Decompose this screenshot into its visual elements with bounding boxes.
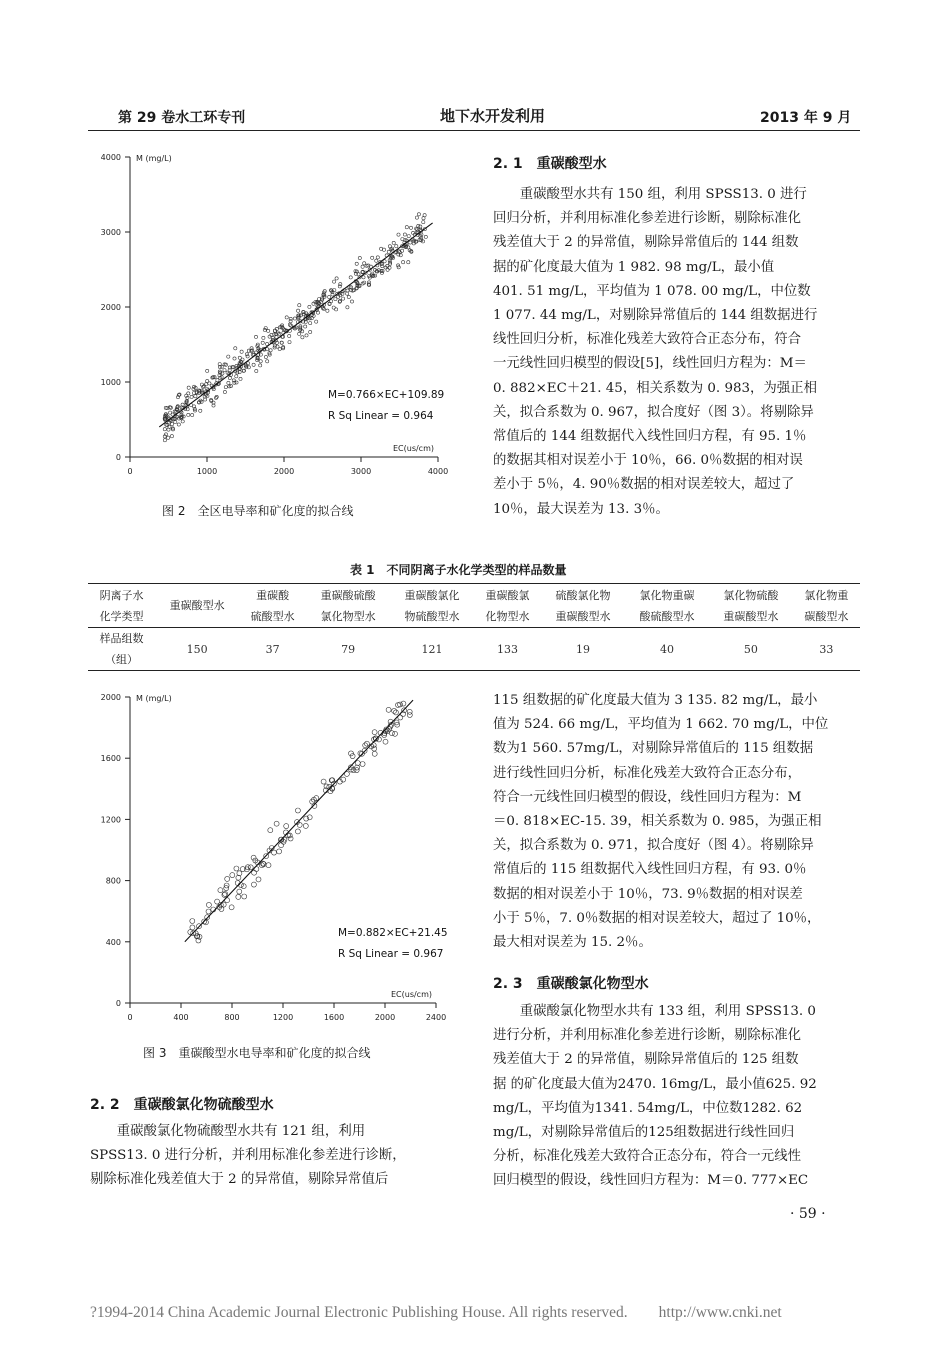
r-squared-label: R Sq Linear = 0.967 xyxy=(338,948,444,960)
figure-3-chart xyxy=(88,688,458,1033)
data-point xyxy=(346,289,349,292)
y-tick-label: 4000 xyxy=(100,153,121,162)
data-point xyxy=(218,888,223,893)
data-point xyxy=(335,308,338,311)
data-point xyxy=(255,369,258,372)
data-point xyxy=(361,265,364,268)
table-header-cell: 氯化物重碳 酸硫酸型水 xyxy=(639,588,695,623)
section-2-1-text xyxy=(493,183,860,522)
data-point xyxy=(403,233,406,236)
table-cell: 40 xyxy=(659,642,674,656)
text-line: 10％，最大误差为 13. 3％。 xyxy=(493,501,669,517)
data-point xyxy=(289,320,292,323)
y-tick-label: 0 xyxy=(115,999,121,1008)
data-point xyxy=(358,256,361,259)
data-point xyxy=(236,875,241,880)
data-point xyxy=(267,329,270,332)
data-point xyxy=(203,385,206,388)
data-point xyxy=(308,305,311,308)
text-line: SPSS13. 0 进行分析，并利用标准化参差进行诊断， xyxy=(90,1148,406,1164)
data-point xyxy=(298,332,301,335)
data-point xyxy=(335,277,338,280)
data-point xyxy=(277,849,282,854)
data-point xyxy=(261,341,264,344)
text-line: 回归分析，并利用标准化参差进行诊断，剔除标准化 xyxy=(493,211,801,227)
y-axis-label: M (mg/L) xyxy=(136,154,172,163)
data-point xyxy=(393,731,398,736)
table-1 xyxy=(88,583,860,671)
section-2-2-continued-text xyxy=(493,689,860,955)
regression-equation: M=0.766×EC+109.89 xyxy=(328,389,445,401)
data-point xyxy=(278,347,281,350)
data-point xyxy=(417,213,420,216)
data-point xyxy=(293,317,296,320)
data-point xyxy=(215,899,220,904)
x-tick-label: 2000 xyxy=(374,1013,396,1022)
y-tick-label: 1000 xyxy=(100,378,121,387)
data-point xyxy=(268,828,273,833)
data-point xyxy=(215,395,218,398)
data-point xyxy=(252,363,255,366)
text-line: 最大相对误差为 15. 2％。 xyxy=(493,935,652,951)
text-line: 一元线性回归模型的假设[5]，线性回归方程为：M＝ xyxy=(493,356,807,372)
x-tick-label: 0 xyxy=(127,467,133,476)
data-point xyxy=(297,309,300,312)
y-tick-label: 800 xyxy=(105,876,121,886)
data-point xyxy=(409,226,412,229)
data-point xyxy=(304,325,307,328)
data-point xyxy=(346,292,349,295)
data-point xyxy=(328,295,331,298)
text-line: ＝0. 818×EC-15. 39，相关系数为 0. 985，为强正相 xyxy=(493,814,822,830)
table-header-cell: 重碳酸氯 化物型水 xyxy=(485,588,530,623)
data-point xyxy=(163,428,166,431)
data-point xyxy=(239,377,242,380)
x-tick-label: 1600 xyxy=(323,1013,345,1022)
text-line: 0. 882×EC＋21. 45，相关系数为 0. 983，为强正相 xyxy=(493,380,817,396)
data-point xyxy=(246,355,249,358)
text-line: 差小于 5％，4. 90％数据的相对误差较大，超过了 xyxy=(493,477,795,493)
x-tick-label: 4000 xyxy=(427,467,449,476)
data-point xyxy=(199,409,202,412)
section-2-3-title: 2. 3 重碳酸氯化物型水 xyxy=(493,976,649,992)
data-point xyxy=(298,304,301,307)
data-point xyxy=(236,894,241,899)
data-point xyxy=(177,423,180,426)
data-point xyxy=(333,280,336,283)
data-point xyxy=(346,306,349,309)
text-line: 符合一元线性回归模型的假设，线性回归方程为：M xyxy=(493,789,802,805)
data-point xyxy=(295,808,300,813)
table-header-cell: 阴离子水 化学类型 xyxy=(99,588,144,623)
figure-2-chart xyxy=(88,145,458,495)
data-point xyxy=(227,355,230,358)
data-point xyxy=(309,330,312,333)
data-point xyxy=(262,336,265,339)
text-line: 值为 524. 66 mg/L，平均值为 1 662. 70 mg/L，中位 xyxy=(493,717,829,733)
table-header-cell: 硫酸氯化物 重碳酸型水 xyxy=(555,588,611,623)
data-point xyxy=(423,214,426,217)
table-1-title: 表 1 不同阴离子水化学类型的样品数量 xyxy=(350,563,567,577)
data-point xyxy=(349,276,352,279)
data-point xyxy=(181,420,184,423)
data-point xyxy=(422,221,425,224)
data-point xyxy=(301,336,304,339)
text-line: 重碳酸氯化物硫酸型水共有 121 组，利用 xyxy=(90,1124,366,1139)
data-point xyxy=(266,360,269,363)
data-point xyxy=(401,238,404,241)
text-line: 关，拟合系数为 0. 967，拟合度好（图 3）。将剔除异 xyxy=(493,404,814,420)
y-tick-label: 1600 xyxy=(100,754,121,764)
data-point xyxy=(251,855,256,860)
data-point xyxy=(190,919,195,924)
table-cell: 50 xyxy=(743,642,758,656)
data-point xyxy=(321,779,326,784)
data-point xyxy=(388,266,391,269)
x-tick-label: 800 xyxy=(224,1013,240,1022)
text-line: 115 组数据的矿化度最大值为 3 135. 82 mg/L，最小 xyxy=(493,693,818,708)
x-tick-label: 2400 xyxy=(425,1013,447,1022)
data-point xyxy=(241,884,246,889)
y-tick-label: 1200 xyxy=(100,815,121,825)
data-point xyxy=(405,226,408,229)
x-tick-label: 1200 xyxy=(272,1013,294,1022)
data-point xyxy=(362,276,365,279)
table-header-cell: 重碳酸氯化 物硫酸型水 xyxy=(404,588,460,623)
x-tick-label: 400 xyxy=(173,1013,189,1022)
data-point xyxy=(235,375,238,378)
header-rule xyxy=(88,130,860,131)
text-line: 分析，标准化残差大致符合正态分布，符合一元线性 xyxy=(493,1149,801,1165)
data-point xyxy=(407,713,412,718)
data-point xyxy=(424,235,427,238)
text-line: 回归模型的假设，线性回归方程为：M＝0. 777×EC xyxy=(493,1173,809,1189)
text-line: 常值后的 115 组数据代入线性回归方程，有 93. 0％ xyxy=(493,862,807,878)
data-point xyxy=(233,357,236,360)
data-point xyxy=(275,327,278,330)
table-cell: 37 xyxy=(265,642,280,656)
y-tick-label: 2000 xyxy=(100,303,121,312)
data-point xyxy=(266,863,271,868)
section-2-1-title: 2. 1 重碳酸型水 xyxy=(493,156,607,172)
text-line: 残差值大于 2 的异常值，剔除异常值后的 125 组数 xyxy=(493,1052,799,1068)
y-axis-label: M (mg/L) xyxy=(136,694,172,703)
journal-date: 2013 年 9 月 xyxy=(760,110,852,126)
data-point xyxy=(230,873,235,878)
x-tick-label: 0 xyxy=(127,1013,133,1022)
section-2-3-text xyxy=(493,1000,860,1194)
data-point xyxy=(190,395,193,398)
regression-equation: M=0.882×EC+21.45 xyxy=(338,927,448,939)
text-line: 据 的矿化度最大值为2470. 16mg/L，最小值625. 92 xyxy=(493,1076,817,1092)
data-point xyxy=(315,320,318,323)
text-line: 剔除标准化残差值大于 2 的异常值，剔除异常值后 xyxy=(90,1172,389,1188)
x-tick-label: 3000 xyxy=(350,467,372,476)
data-point xyxy=(334,298,337,301)
data-point xyxy=(170,435,173,438)
data-point xyxy=(372,751,377,756)
data-point xyxy=(402,261,405,264)
data-point xyxy=(274,821,279,826)
data-point xyxy=(371,256,374,259)
table-cell: 79 xyxy=(341,642,356,656)
data-point xyxy=(206,369,209,372)
table-cell: 19 xyxy=(576,642,591,656)
data-point xyxy=(237,889,242,894)
data-point xyxy=(191,413,194,416)
fit-line xyxy=(185,700,413,942)
data-point xyxy=(307,815,312,820)
data-point xyxy=(279,843,284,848)
data-point xyxy=(273,329,276,332)
data-point xyxy=(254,335,257,338)
table-cell: 121 xyxy=(421,642,443,656)
data-point xyxy=(259,364,262,367)
text-line: 数据的相对误差小于 10％，73. 9％数据的相对误差 xyxy=(493,886,803,902)
data-point xyxy=(326,309,329,312)
data-point xyxy=(295,829,300,834)
data-point xyxy=(284,824,289,829)
text-line: 残差值大于 2 的异常值，剔除异常值后的 144 组数 xyxy=(493,235,799,251)
table-header-cell: 重碳酸型水 xyxy=(169,599,225,612)
page-number: · 59 · xyxy=(790,1206,826,1222)
text-line: 重碳酸氯化物型水共有 133 组，利用 SPSS13. 0 xyxy=(493,1004,816,1019)
data-point xyxy=(407,261,410,264)
data-point xyxy=(395,245,398,248)
data-point xyxy=(251,349,254,352)
text-line: 进行线性回归分析，标准化残差大致符合正态分布， xyxy=(493,765,801,781)
data-point xyxy=(223,390,226,393)
table-header-cell: 氯化物重 碳酸型水 xyxy=(804,588,849,623)
text-line: 1 077. 44 mg/L，对剔除异常值后的 144 组数据进行 xyxy=(493,308,818,324)
figure-2-caption: 图 2 全区电导率和矿化度的拟合线 xyxy=(162,504,354,518)
section-2-2-title: 2. 2 重碳酸氯化物硫酸型水 xyxy=(90,1097,274,1113)
text-line: 线性回归分析，标准化残差大致符合正态分布，符合 xyxy=(493,332,801,348)
data-point xyxy=(401,701,406,706)
data-point xyxy=(259,360,262,363)
y-tick-label: 2000 xyxy=(100,693,121,702)
data-point xyxy=(417,224,420,227)
data-point xyxy=(205,383,208,386)
data-point xyxy=(187,386,190,389)
data-point xyxy=(206,902,211,907)
y-tick-label: 400 xyxy=(105,937,121,947)
r-squared-label: R Sq Linear = 0.964 xyxy=(328,410,434,422)
data-point xyxy=(415,216,418,219)
data-point xyxy=(245,353,248,356)
data-point xyxy=(187,413,190,416)
x-tick-label: 1000 xyxy=(196,467,218,476)
data-point xyxy=(251,882,256,887)
figure-3-caption: 图 3 重碳酸型水电导率和矿化度的拟合线 xyxy=(143,1046,371,1060)
data-point xyxy=(194,395,197,398)
data-point xyxy=(167,436,170,439)
x-axis-label: EC(us/cm) xyxy=(392,444,434,453)
data-point xyxy=(163,439,166,442)
data-point xyxy=(339,283,342,286)
data-point xyxy=(416,228,419,231)
data-point xyxy=(288,341,291,344)
data-point xyxy=(167,428,170,431)
data-point xyxy=(347,295,350,298)
data-point xyxy=(360,762,365,767)
data-point xyxy=(235,364,238,367)
table-header-cell: 重碳酸硫酸 氯化物型水 xyxy=(320,588,376,623)
data-point xyxy=(304,816,309,821)
text-line: 401. 51 mg/L，平均值为 1 078. 00 mg/L，中位数 xyxy=(493,283,811,299)
data-point xyxy=(256,877,261,882)
data-point xyxy=(305,334,308,337)
text-line: 据的矿化度最大值为 1 982. 98 mg/L，最小值 xyxy=(493,259,775,275)
data-point xyxy=(309,322,312,325)
table-cell: 150 xyxy=(186,642,208,656)
data-point xyxy=(303,823,308,828)
data-point xyxy=(409,241,412,244)
table-header-cell: 氯化物硫酸 重碳酸型水 xyxy=(723,588,779,623)
data-point xyxy=(342,297,345,300)
data-point xyxy=(397,233,400,236)
data-point xyxy=(380,247,383,250)
data-point xyxy=(242,894,247,899)
data-point xyxy=(234,866,239,871)
text-line: mg/L，平均值为1341. 54mg/L，中位数1282. 62 xyxy=(493,1100,803,1116)
text-line: 重碳酸型水共有 150 组，利用 SPSS13. 0 进行 xyxy=(493,187,807,202)
data-point xyxy=(174,420,177,423)
table-cell: 133 xyxy=(497,642,519,656)
data-point xyxy=(248,865,253,870)
data-point xyxy=(206,909,211,914)
data-point xyxy=(190,925,195,930)
data-point xyxy=(228,376,231,379)
data-point xyxy=(227,381,230,384)
table-header-cell: 重碳酸 硫酸型水 xyxy=(250,588,295,623)
table-cell: 33 xyxy=(819,642,834,656)
data-point xyxy=(223,369,226,372)
data-point xyxy=(355,262,358,265)
data-point xyxy=(229,905,234,910)
data-point xyxy=(350,300,353,303)
data-point xyxy=(392,241,395,244)
data-point xyxy=(187,392,190,395)
data-point xyxy=(386,707,391,712)
data-point xyxy=(375,259,378,262)
text-line: 小于 5％，7. 0％数据的相对误差较大，超过了 10％， xyxy=(493,910,821,926)
data-point xyxy=(288,836,293,841)
data-point xyxy=(297,822,302,827)
x-axis-label: EC(us/cm) xyxy=(390,990,432,999)
y-tick-label: 0 xyxy=(115,453,121,462)
y-tick-label: 3000 xyxy=(100,228,121,237)
journal-title: 地下水开发利用 xyxy=(440,107,546,125)
text-line: 常值后的 144 组数据代入线性回归方程，有 95. 1％ xyxy=(493,429,807,445)
data-point xyxy=(397,264,400,267)
data-point xyxy=(234,347,237,350)
data-point xyxy=(372,730,377,735)
data-point xyxy=(225,876,230,881)
copyright-footer: ?1994-2014 China Academic Journal Electronic Publishing House. All rights reserved. http://www.cnki.net xyxy=(90,1304,782,1321)
data-point xyxy=(240,350,243,353)
data-point xyxy=(264,355,267,358)
data-point xyxy=(338,285,341,288)
text-line: mg/L，对剔除异常值后的125组数据进行线性回归 xyxy=(493,1125,795,1141)
data-point xyxy=(259,863,264,868)
data-point xyxy=(288,334,291,337)
text-line: 数为1 560. 57mg/L，对剔除异常值后的 115 组数据 xyxy=(493,741,814,757)
text-line: 的数据其相对误差小于 10％，66. 0％数据的相对误 xyxy=(493,453,803,469)
text-line: 关，拟合系数为 0. 971，拟合度好（图 4）。将剔除异 xyxy=(493,838,814,854)
data-point xyxy=(383,739,388,744)
section-2-2-text xyxy=(90,1120,457,1193)
table-row-label: 样品组数 （组） xyxy=(99,632,144,666)
text-line: 进行分析，并利用标准化参差进行诊断，剔除标准化 xyxy=(493,1028,801,1044)
data-point xyxy=(224,386,227,389)
x-tick-label: 2000 xyxy=(273,467,295,476)
data-point xyxy=(419,225,422,228)
data-point xyxy=(285,316,288,319)
data-point xyxy=(376,256,379,259)
journal-volume: 第 29 卷水工环专刊 xyxy=(118,110,246,126)
data-point xyxy=(407,235,410,238)
